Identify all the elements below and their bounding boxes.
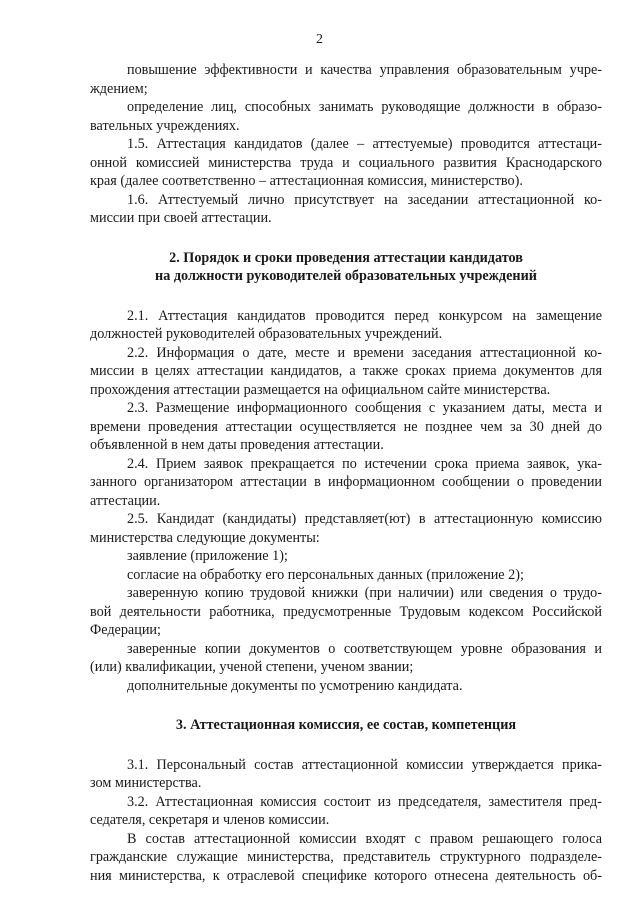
- text-line: седателя, секретаря и членов комиссии.: [90, 812, 330, 828]
- text-line: 2.5. Кандидат (кандидаты) представляет(ют) в аттестационную комиссию: [127, 511, 602, 527]
- text-line: 2.3. Размещение информационного сообщения с указанием даты, места и: [127, 400, 602, 416]
- paragraph: [90, 307, 602, 344]
- paragraph: [90, 455, 602, 511]
- section-spacer: [90, 735, 602, 756]
- text-line: миссии при своей аттестации.: [90, 210, 272, 226]
- text-line: Федерации;: [90, 622, 161, 638]
- paragraph: [90, 677, 602, 696]
- heading-line: 2. Порядок и сроки проведения аттестации кандидатов: [169, 249, 523, 266]
- paragraph: [90, 61, 602, 98]
- paragraph: [90, 793, 602, 830]
- text-line: прохождения аттестации размещается на официальном сайте министерства.: [90, 381, 551, 398]
- text-line: гражданские служащие министерства, представитель структурного подразделе-: [90, 849, 602, 865]
- paragraph: [90, 98, 602, 135]
- text-line: заверенную копию трудовой книжки (при наличии) или сведения о трудо-: [127, 585, 602, 601]
- section-heading: [90, 716, 602, 735]
- text-line: миссии в целях аттестации кандидатов, а также сроках приема документов для: [90, 363, 602, 379]
- text-line: заявление (приложение 1);: [127, 548, 288, 564]
- text-line: министерства следующие документы:: [90, 529, 320, 546]
- text-line: 3.2. Аттестационная комиссия состоит из председателя, заместителя пред-: [127, 793, 602, 810]
- text-line: онной комиссией министерства труда и социального развития Краснодарского: [90, 154, 602, 171]
- text-line: зом министерства.: [90, 775, 202, 791]
- text-line: ния министерства, к отраслевой специфике которого отнесена деятельность об-: [90, 867, 602, 884]
- text-line: края (далее соответственно – аттестационная комиссия, министерство).: [90, 173, 523, 189]
- section-heading: [90, 249, 602, 286]
- document-body: [90, 61, 602, 885]
- text-line: повышение эффективности и качества управления образовательным учре-: [127, 62, 602, 78]
- text-line: аттестации.: [90, 492, 161, 509]
- text-line: 1.6. Аттестуемый лично присутствует на заседании аттестационной ко-: [127, 191, 602, 208]
- text-line: 2.1. Аттестация кандидатов проводится перед конкурсом на замещение: [127, 307, 602, 324]
- section-spacer: [90, 228, 602, 249]
- text-line: определение лиц, способных занимать руководящие должности в образо-: [127, 99, 602, 115]
- paragraph: [90, 584, 602, 640]
- paragraph: [90, 135, 602, 191]
- page-number: 2: [316, 32, 323, 47]
- text-line: 3.1. Персональный состав аттестационной комиссии утверждается прика-: [127, 756, 602, 773]
- text-line: дополнительные документы по усмотрению кандидата.: [127, 677, 463, 694]
- paragraph: [90, 830, 602, 886]
- section-spacer: [90, 286, 602, 307]
- text-line: 2.4. Прием заявок прекращается по истечении срока приема заявок, ука-: [127, 455, 602, 472]
- paragraph: [90, 547, 602, 566]
- paragraph: [90, 640, 602, 677]
- text-line: 2.2. Информация о дате, месте и времени заседания аттестационной ко-: [127, 344, 602, 361]
- paragraph: [90, 510, 602, 547]
- paragraph: [90, 399, 602, 455]
- text-line: объявленной в нем даты проведения аттестации.: [90, 437, 384, 453]
- text-line: (или) квалификации, ученой степени, ученом звании;: [90, 659, 414, 675]
- paragraph: [90, 191, 602, 228]
- text-line: должностей руководителей образовательных учреждений.: [90, 326, 443, 342]
- heading-line: на должности руководителей образовательных учреждений: [155, 268, 537, 284]
- paragraph: [90, 344, 602, 400]
- paragraph: [90, 756, 602, 793]
- text-line: заверенные копии документов о соответствующем уровне образования и: [127, 640, 602, 657]
- text-line: вательных учреждениях.: [90, 117, 240, 134]
- paragraph: [90, 566, 602, 585]
- text-line: занного организатором аттестации в информационном сообщении о проведении: [90, 474, 602, 490]
- text-line: 1.5. Аттестация кандидатов (далее – аттестуемые) проводится аттестаци-: [127, 136, 602, 152]
- text-line: вой деятельности работника, предусмотренные Трудовым кодексом Российской: [90, 603, 602, 620]
- text-line: времени проведения аттестации осуществляется не позднее чем за 30 дней до: [90, 418, 602, 435]
- text-line: согласие на обработку его персональных данных (приложение 2);: [127, 566, 524, 583]
- section-spacer: [90, 695, 602, 716]
- heading-line: 3. Аттестационная комиссия, ее состав, компетенция: [175, 717, 517, 733]
- text-line: ждением;: [90, 80, 148, 97]
- text-line: В состав аттестационной комиссии входят с правом решающего голоса: [127, 830, 602, 847]
